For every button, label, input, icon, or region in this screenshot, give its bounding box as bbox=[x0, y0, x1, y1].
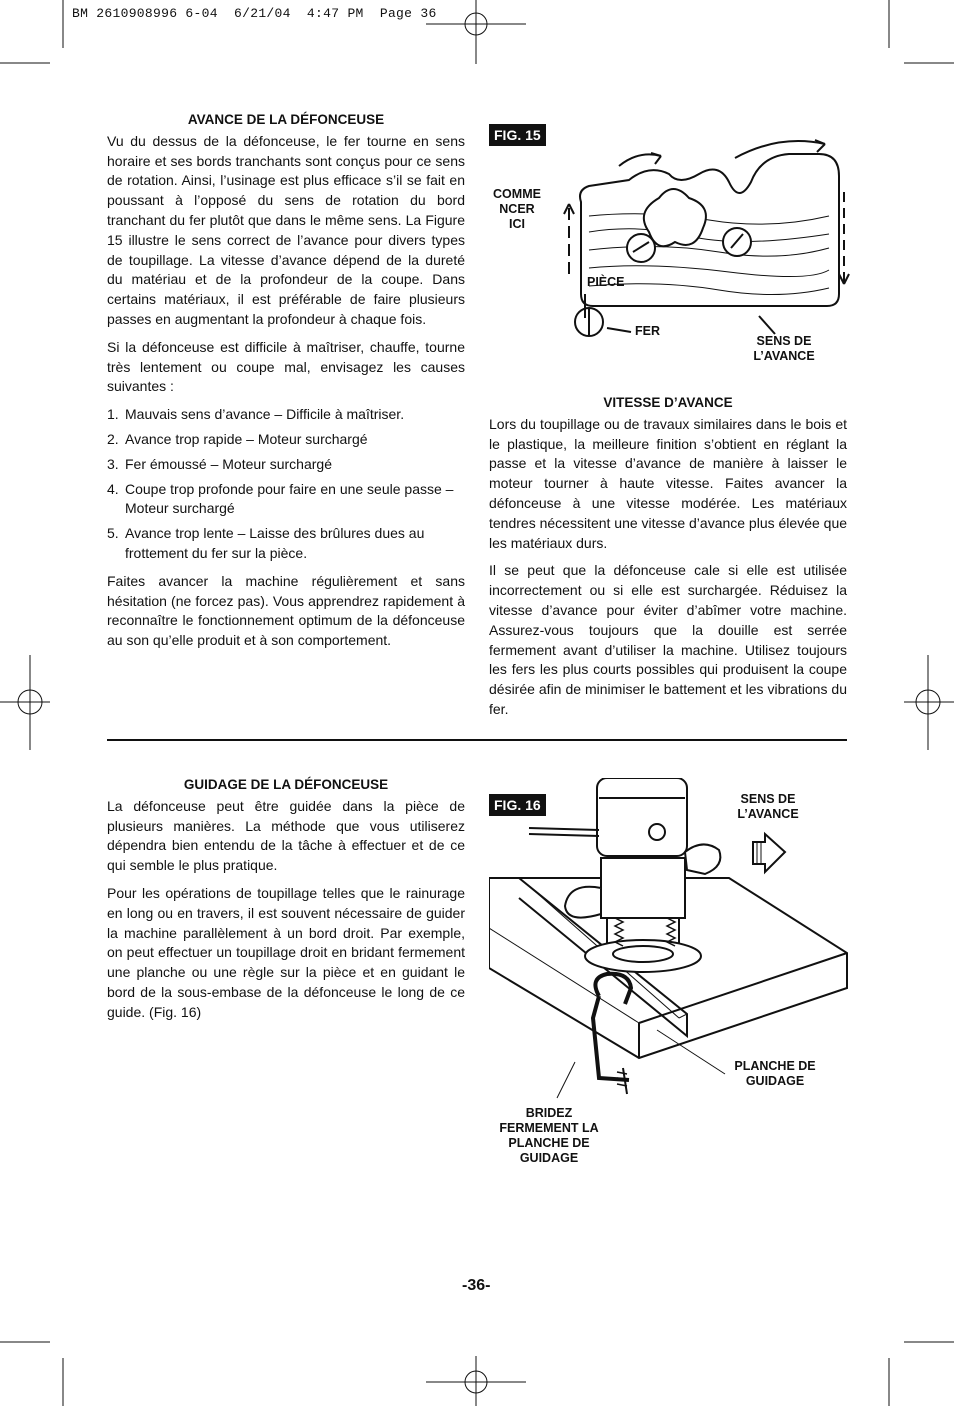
figure-label: FIG. 16 bbox=[489, 794, 546, 816]
figure-16 bbox=[489, 778, 849, 1178]
list-item: 2. Avance trop rapide – Moteur surchargé bbox=[107, 430, 368, 447]
paragraph: Pour les opérations de toupillage telles que le rainurage en long ou en travers, il est souvent nécessaire de guider la machine parallèlement à un bord droit. Par exemple, on peut effectuer un toupillage droit en bridant fermement une planche ou une règle sur la pièce et en guidant le bord de la sous-embase de la défonceuse le long de ce guide. (Fig. 16) bbox=[107, 884, 465, 1020]
paragraph: Il se peut que la défonceuse cale si elle est utilisée incorrectement ou si elle est surchargée. Réduisez la vitesse d’avance pour éviter d’abîmer votre machine. Assurez-vous toujours que la douille est serrée fermement avant d’utiliser la machine. Utilisez toujours les fers les plus courts possibles qui produisent la coupe désirée afin de minimiser le battement et les vibrations du fer. bbox=[489, 562, 847, 717]
causes-list bbox=[107, 405, 465, 564]
heading-avance: AVANCE DE LA DÉFONCEUSE bbox=[187, 112, 385, 127]
list-item: 5. Avance trop lente – Laisse des brûlures dues au frottement du fer sur la pièce. bbox=[107, 525, 425, 561]
label-planche-guidage: PLANCHE DE GUIDAGE bbox=[734, 1059, 816, 1088]
print-slug: BM 2610908996 6-04 6/21/04 4:47 PM Page 36 bbox=[72, 6, 437, 21]
page-number: -36- bbox=[462, 1277, 491, 1294]
section-guidage bbox=[107, 775, 465, 1031]
heading-guidage: GUIDAGE DE LA DÉFONCEUSE bbox=[183, 777, 389, 792]
paragraph: La défonceuse peut être guidée dans la pièce de plusieurs manières. La méthode que vous utiliserez dépendra bien entendu de la tâche à effectuer et de ce qui semble le plus pratique. bbox=[107, 797, 465, 874]
heading-vitesse: VITESSE D’AVANCE bbox=[603, 395, 733, 410]
section-divider bbox=[107, 739, 847, 741]
label-sens-avance: SENS DE L’AVANCE bbox=[737, 792, 799, 821]
label-commencer-ici: COMME NCER ICI bbox=[493, 187, 541, 231]
label-fer: FER bbox=[635, 324, 660, 338]
paragraph: Si la défonceuse est difficile à maîtriser, chauffe, tourne très lentement ou coupe mal, envisagez les causes suivantes : bbox=[107, 338, 465, 395]
label-piece: PIÈCE bbox=[587, 275, 625, 289]
list-item: 4. Coupe trop profonde pour faire en une seule passe – Moteur surchargé bbox=[107, 480, 454, 517]
section-vitesse bbox=[489, 393, 847, 728]
section-avance bbox=[107, 110, 465, 659]
paragraph: Vu du dessus de la défonceuse, le fer tourne en sens horaire et ses bords tranchants sont conçus pour ce sens de rotation. Ainsi, l’usinage est plus efficace s’il se fait en poussant à l’opposé du sens de rotation du bord tranchant du fer plutôt que dans le même sens. La Figure 15 illustre le sens correct de l’avance pour divers types de toupillage. La vitesse d’avance dépend de la dureté du matériau et de la profondeur de la coupe. Dans certains matériaux, il est préférable de faire plusieurs passes en augmentant la profondeur à chaque fois. bbox=[107, 132, 465, 327]
figure-label: FIG. 15 bbox=[489, 124, 546, 146]
paragraph: Faites avancer la machine régulièrement et sans hésitation (ne forcez pas). Vous apprendrez rapidement à reconnaître le fonctionnement optimum de la défonceuse au son qu’elle produit et à son comportement. bbox=[107, 572, 465, 649]
label-sens-avance: SENS DE L’AVANCE bbox=[753, 334, 815, 363]
paragraph: Lors du toupillage ou de travaux similaires dans le bois et le plastique, la meilleure finition s’obtient en réglant la passe et la vitesse d’avance de manière à laisser le moteur tourner à haute vitesse. Faites avancer la défonceuse à une vitesse modérée. Les matériaux tendres nécessitent une vitesse d’avance plus élevée que les matériaux durs. bbox=[489, 415, 848, 551]
list-item: 1. Mauvais sens d’avance – Difficile à maîtriser. bbox=[107, 406, 405, 423]
figure-15 bbox=[489, 124, 859, 384]
label-bridez: BRIDEZ FERMEMENT LA PLANCHE DE GUIDAGE bbox=[499, 1106, 599, 1165]
list-item: 3. Fer émoussé – Moteur surchargé bbox=[107, 455, 332, 472]
